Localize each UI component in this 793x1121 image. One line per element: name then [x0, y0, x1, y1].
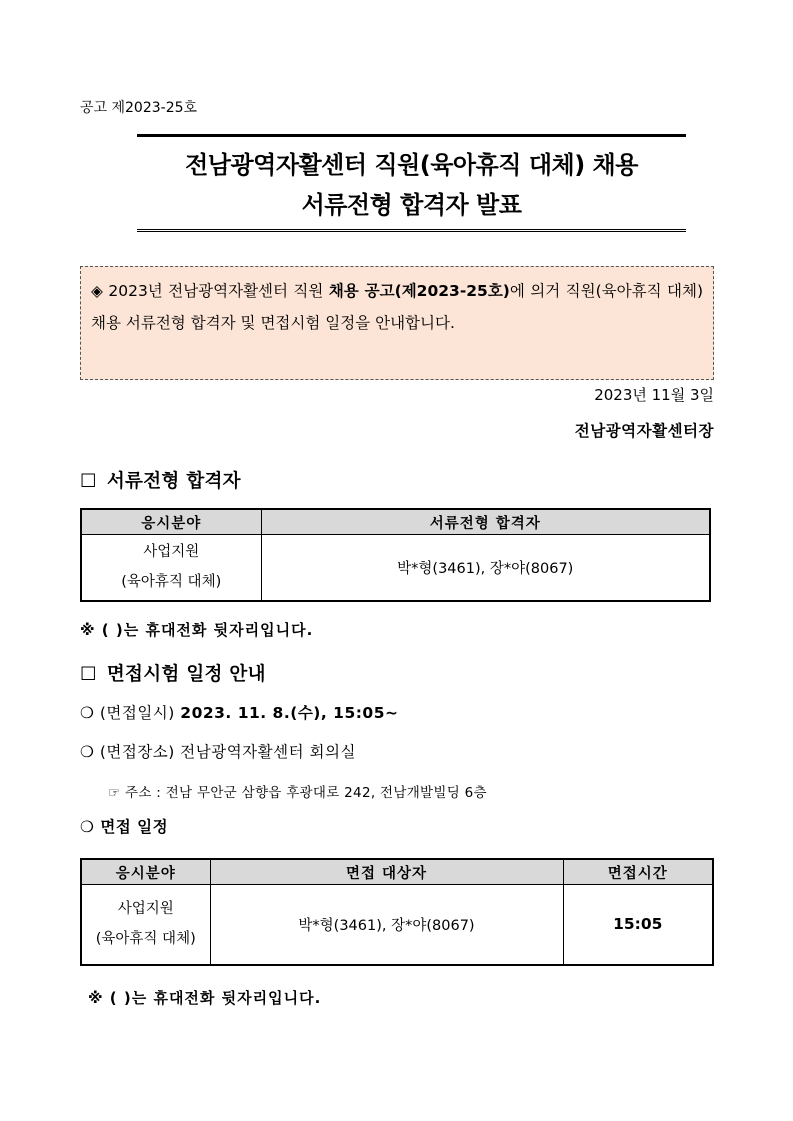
footnote-phone-digits: ※ ( )는 휴대전화 뒷자리입니다. — [80, 621, 314, 639]
passers-cell: 박*형(3461), 장*야(8067) — [261, 535, 710, 601]
field-cell — [81, 885, 210, 965]
footnote-phone-digits-2: ※ ( )는 휴대전화 뒷자리입니다. — [88, 989, 322, 1007]
schedule-subheading-text: 면접 일정 — [100, 818, 169, 836]
intro-text-part2: 에 의거 직원(육아휴직 대체) 채용 서류전형 합격자 및 면접시험 일정을 안내합니다. — [91, 282, 703, 332]
field-line-1: 사업지원 — [143, 544, 200, 561]
title-line-2: 서류전형 합격자 발표 — [301, 191, 522, 219]
title-line-1: 전남광역자활센터 직원(육아휴직 대체) 채용 — [185, 151, 638, 179]
section-heading-document-screening — [80, 467, 241, 493]
datetime-value: 2023. 11. 8.(수), 15:05~ — [180, 704, 399, 722]
address-text: 주소 : 전남 무안군 삼향읍 후광대로 242, 전남개발빌딩 6층 — [125, 785, 487, 801]
circle-bullet-icon: ❍ — [80, 743, 95, 761]
interview-place — [80, 740, 356, 762]
intro-text-bold: 채용 공고(제2023-25호) — [328, 282, 510, 300]
column-header-time: 면접시간 — [563, 859, 713, 885]
section1-heading-text: 서류전형 합격자 — [106, 471, 241, 492]
checkbox-square-icon: ☐ — [80, 471, 97, 492]
column-header-candidates: 면접 대상자 — [210, 859, 563, 885]
table-header-row — [81, 859, 713, 885]
checkbox-square-icon: ☐ — [80, 664, 97, 685]
candidates-cell: 박*형(3461), 장*야(8067) — [210, 885, 563, 965]
section2-heading-text: 면접시험 일정 안내 — [106, 664, 266, 685]
schedule-subheading — [80, 815, 168, 837]
column-header-field: 응시분야 — [81, 509, 261, 535]
notice-number: 공고 제2023-25호 — [80, 100, 198, 116]
field-line-2: (육아휴직 대체) — [121, 574, 222, 591]
column-header-field: 응시분야 — [81, 859, 210, 885]
place-label: (면접장소) — [99, 743, 175, 761]
time-cell: 15:05 — [563, 885, 713, 965]
field-line-2: (육아휴직 대체) — [95, 931, 196, 948]
signer: 전남광역자활센터장 — [574, 422, 714, 440]
document-screening-table — [80, 508, 711, 602]
place-value: 전남광역자활센터 회의실 — [180, 743, 356, 761]
diamond-icon: ◈ — [91, 282, 103, 300]
notice-date: 2023년 11월 3일 — [594, 386, 714, 404]
field-cell — [81, 535, 261, 601]
title-box — [137, 134, 686, 232]
intro-text-part1: 2023년 전남광역자활센터 직원 — [102, 282, 329, 300]
interview-address — [108, 781, 487, 801]
interview-datetime — [80, 701, 398, 723]
table-row — [81, 535, 710, 601]
field-line-1: 사업지원 — [117, 901, 174, 918]
datetime-label: (면접일시) — [99, 704, 175, 722]
intro-box — [80, 266, 714, 380]
table-row — [81, 885, 713, 965]
circle-bullet-icon: ❍ — [80, 704, 95, 722]
section-heading-interview-schedule — [80, 660, 266, 686]
interview-schedule-table — [80, 858, 714, 966]
pointing-hand-icon: ☞ — [108, 785, 121, 801]
table-header-row — [81, 509, 710, 535]
circle-bullet-icon: ❍ — [80, 818, 95, 836]
column-header-passers: 서류전형 합격자 — [261, 509, 710, 535]
